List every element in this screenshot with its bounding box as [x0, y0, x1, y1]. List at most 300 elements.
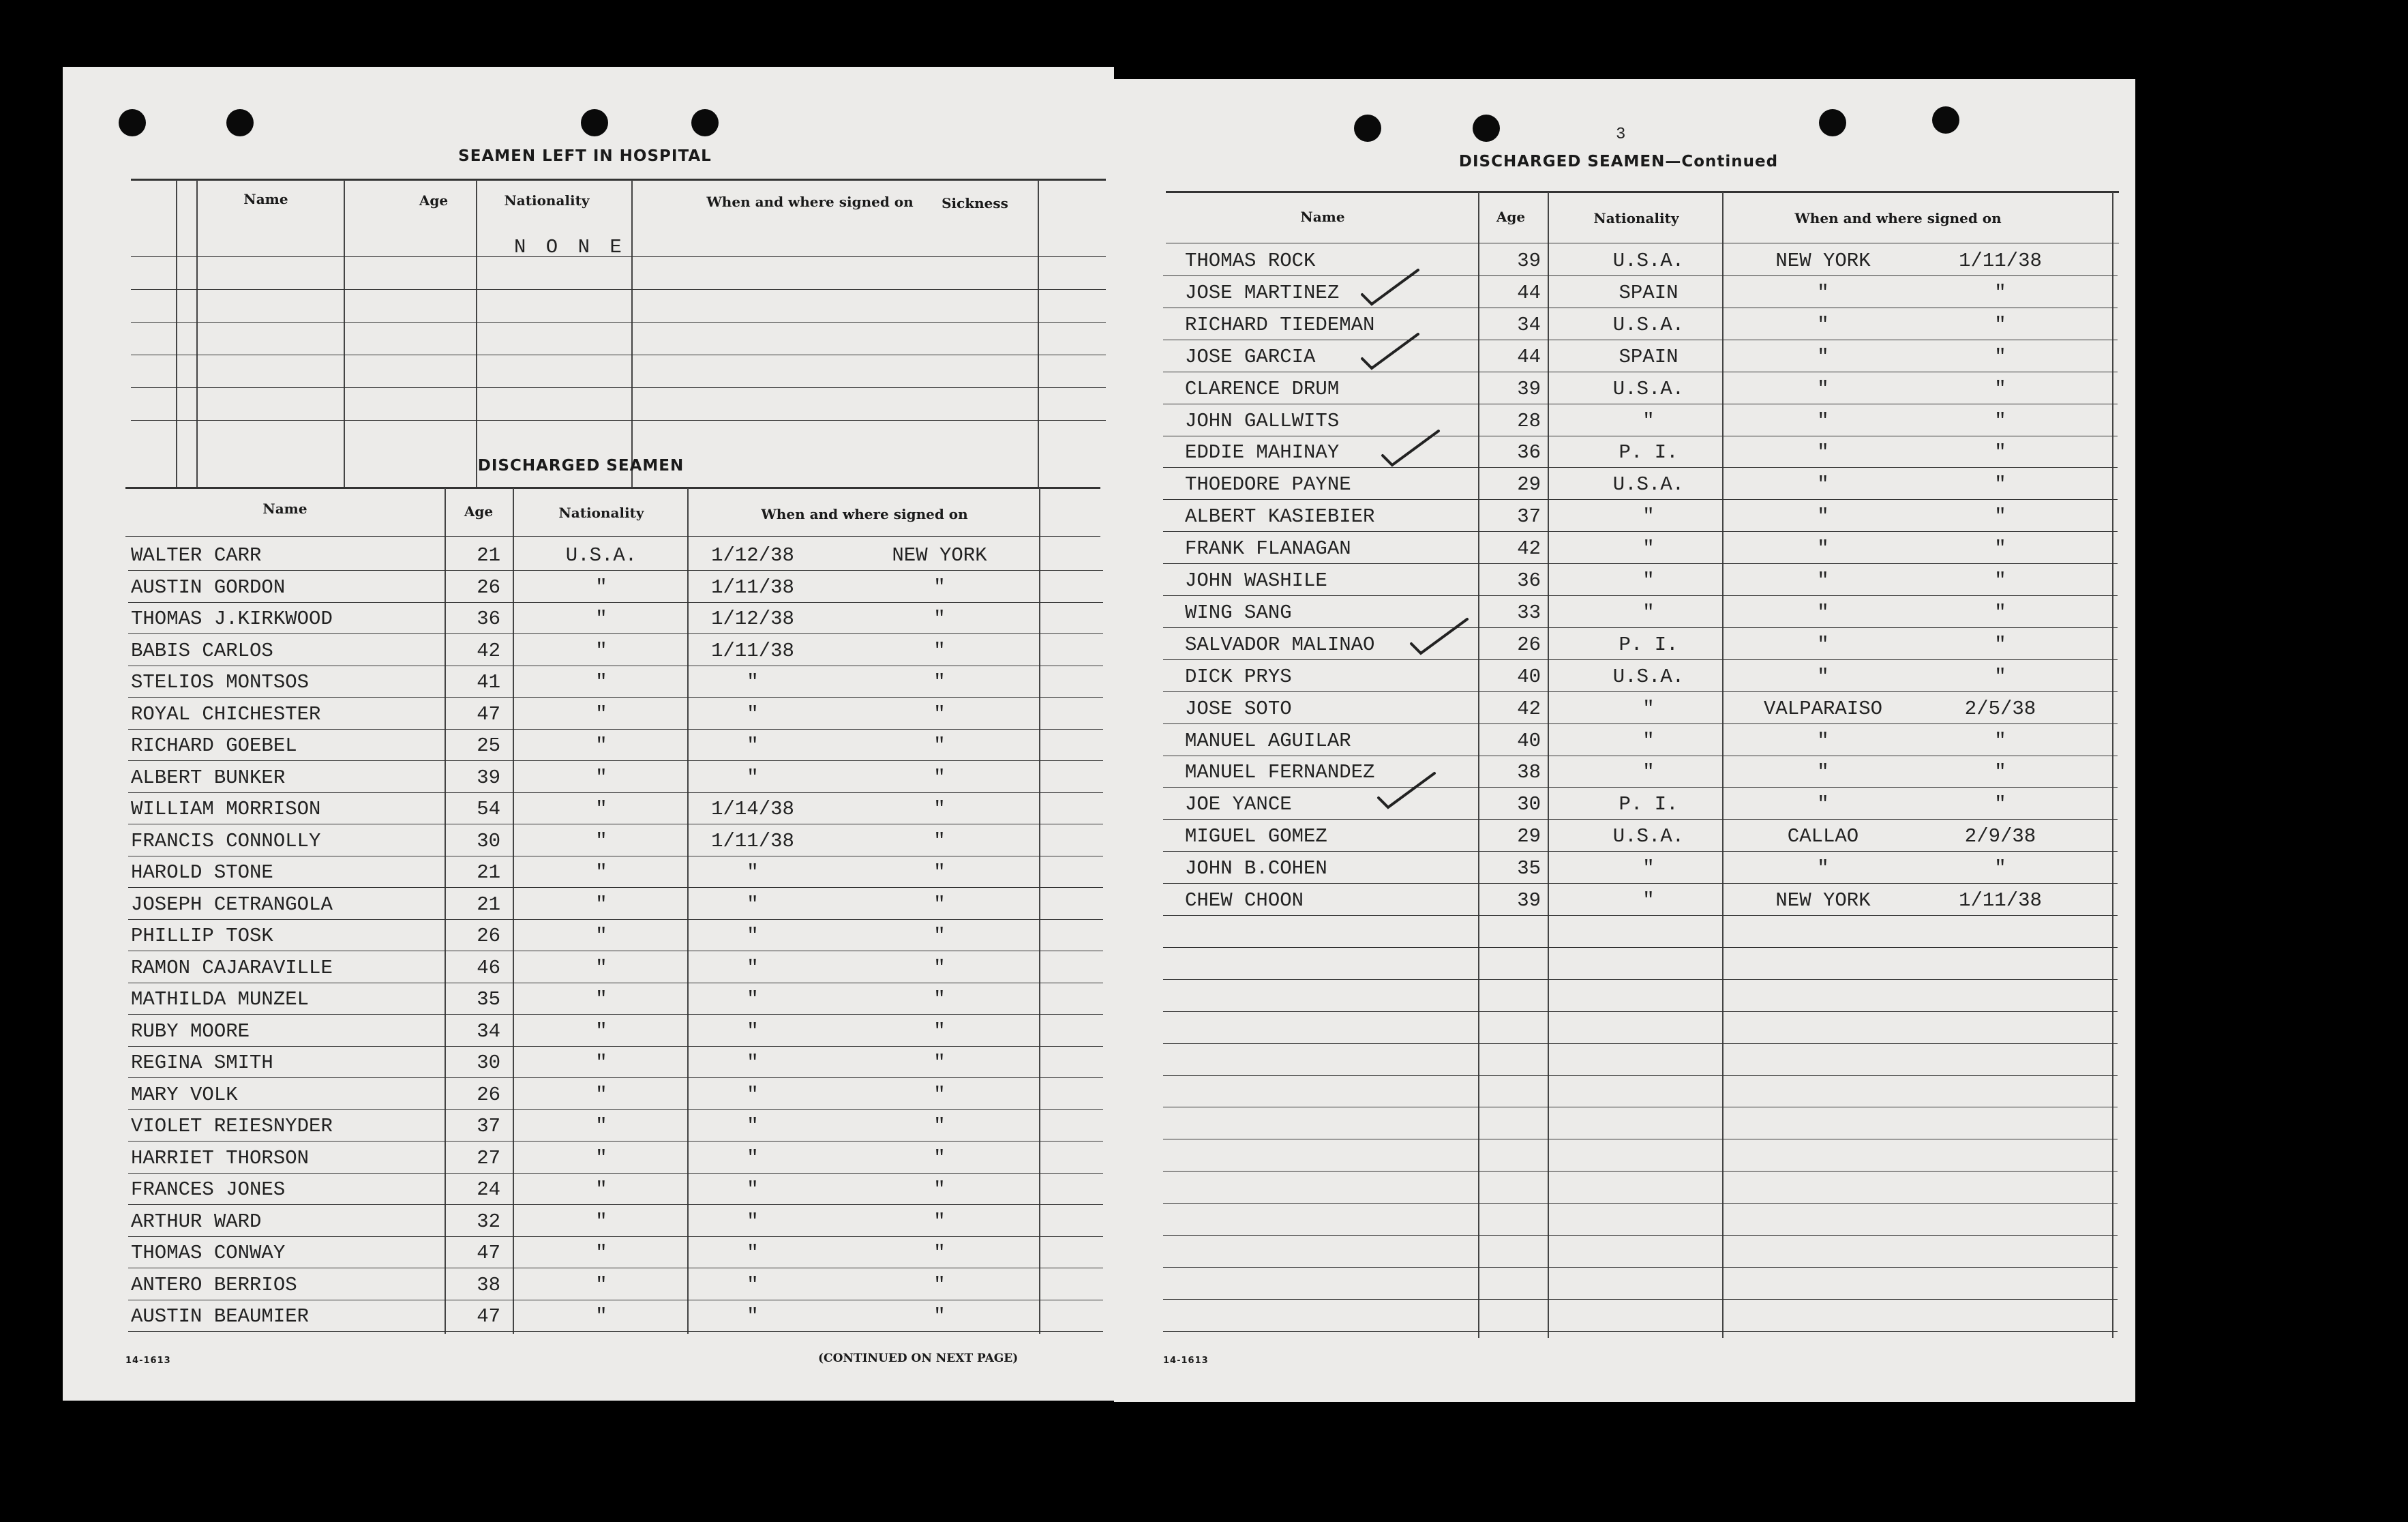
signed-on-place: ": [1817, 441, 1829, 464]
seaman-name: RICHARD GOEBEL: [131, 734, 297, 757]
signed-on-place: ": [933, 1274, 946, 1296]
seaman-nationality: ": [1642, 761, 1655, 784]
seaman-nationality: ": [595, 893, 607, 916]
checkmark-icon: [1359, 267, 1421, 308]
seaman-age: 35: [477, 988, 500, 1011]
row-rule: [1163, 883, 2118, 884]
seaman-nationality: ": [595, 1178, 607, 1201]
signed-on-date: ": [1994, 857, 2006, 880]
column-rule: [687, 488, 689, 1334]
seaman-nationality: ": [595, 957, 607, 979]
seaman-name: BABIS CARLOS: [131, 640, 273, 662]
divider: [1166, 191, 2119, 193]
row-rule: [1163, 1043, 2118, 1044]
seaman-name: RAMON CAJARAVILLE: [131, 957, 333, 979]
seaman-nationality: U.S.A.: [1612, 250, 1685, 272]
hospital-section-title: SEAMEN LEFT IN HOSPITAL: [458, 147, 712, 165]
row-rule: [128, 1109, 1103, 1110]
seaman-nationality: ": [595, 1210, 607, 1233]
row-rule: [128, 919, 1103, 920]
seaman-nationality: ": [595, 608, 607, 630]
seaman-age: 34: [477, 1020, 500, 1043]
signed-on-date: ": [747, 734, 759, 757]
seaman-nationality: ": [1642, 730, 1655, 752]
row-rule: [128, 1204, 1103, 1205]
seaman-nationality: ": [595, 640, 607, 662]
seaman-nationality: ": [1642, 857, 1655, 880]
seaman-age: 21: [477, 861, 500, 884]
seaman-name: WALTER CARR: [131, 544, 262, 567]
seaman-age: 29: [1517, 825, 1541, 848]
signed-on-date: ": [1994, 569, 2006, 592]
seaman-age: 24: [477, 1178, 500, 1201]
signed-on-date: ": [747, 1242, 759, 1264]
seaman-nationality: ": [595, 671, 607, 693]
column-header-nationality: Nationality: [558, 505, 644, 521]
column-header-nationality: Nationality: [1593, 210, 1679, 226]
signed-on-place: ": [1817, 282, 1829, 304]
punch-hole-icon: [581, 109, 608, 136]
seaman-age: 28: [1517, 410, 1541, 432]
seaman-nationality: P. I.: [1619, 441, 1679, 464]
signed-on-date: 1/11/38: [1959, 250, 2042, 272]
signed-on-place: ": [933, 734, 946, 757]
signed-on-place: ": [933, 1210, 946, 1233]
checkmark-icon: [1376, 771, 1437, 811]
seaman-nationality: ": [595, 1147, 607, 1169]
seaman-age: 30: [1517, 793, 1541, 816]
signed-on-place: ": [1817, 761, 1829, 784]
signed-on-date: ": [747, 1274, 759, 1296]
signed-on-date: ": [1994, 761, 2006, 784]
signed-on-date: ": [1994, 346, 2006, 368]
checkmark-icon: [1409, 616, 1470, 657]
signed-on-place: ": [1817, 537, 1829, 560]
row-rule: [128, 697, 1103, 698]
punch-hole-icon: [1473, 115, 1500, 142]
seaman-age: 25: [477, 734, 500, 757]
column-rule: [476, 180, 477, 488]
signed-on-place: VALPARAISO: [1763, 698, 1883, 720]
seaman-nationality: P. I.: [1619, 793, 1679, 816]
signed-on-place: ": [1817, 346, 1829, 368]
row-rule: [1163, 723, 2118, 724]
row-rule: [1163, 659, 2118, 660]
signed-on-place: ": [933, 1020, 946, 1043]
row-rule: [1163, 1011, 2118, 1012]
row-rule: [128, 1331, 1103, 1332]
seaman-nationality: U.S.A.: [1612, 378, 1685, 400]
seaman-name: VIOLET REIESNYDER: [131, 1115, 333, 1137]
signed-on-date: ": [747, 1210, 759, 1233]
seaman-name: PHILLIP TOSK: [131, 925, 273, 947]
column-rule: [176, 180, 177, 488]
signed-on-place: ": [1817, 666, 1829, 688]
column-header-name: Name: [262, 501, 307, 517]
signed-on-date: ": [1994, 473, 2006, 496]
seaman-age: 39: [1517, 250, 1541, 272]
seaman-name: RICHARD TIEDEMAN: [1185, 314, 1375, 336]
row-rule: [131, 387, 1106, 388]
column-rule: [513, 488, 514, 1334]
seaman-nationality: ": [595, 1274, 607, 1296]
signed-on-place: NEW YORK: [892, 544, 987, 567]
column-header-when-where: When and where signed on: [761, 506, 968, 522]
signed-on-place: ": [933, 576, 946, 599]
seaman-name: JOSE MARTINEZ: [1185, 282, 1340, 304]
signed-on-date: ": [747, 925, 759, 947]
divider: [131, 179, 1106, 181]
signed-on-place: ": [1817, 314, 1829, 336]
signed-on-date: 1/12/38: [711, 544, 794, 567]
seaman-age: 33: [1517, 601, 1541, 624]
signed-on-place: ": [933, 1305, 946, 1328]
seaman-nationality: ": [595, 1084, 607, 1106]
row-rule: [1163, 1331, 2118, 1332]
signed-on-date: 1/12/38: [711, 608, 794, 630]
column-rule: [1722, 192, 1724, 1338]
seaman-age: 42: [1517, 698, 1541, 720]
signed-on-place: ": [933, 1115, 946, 1137]
row-rule: [128, 729, 1103, 730]
seaman-age: 21: [477, 544, 500, 567]
row-rule: [125, 536, 1100, 537]
row-rule: [1163, 595, 2118, 596]
signed-on-place: ": [933, 1242, 946, 1264]
seaman-nationality: SPAIN: [1619, 346, 1679, 368]
seaman-age: 26: [477, 1084, 500, 1106]
column-rule: [631, 180, 633, 488]
seaman-name: HARRIET THORSON: [131, 1147, 310, 1169]
checkmark-icon: [1359, 331, 1421, 372]
signed-on-date: ": [1994, 633, 2006, 656]
seaman-age: 34: [1517, 314, 1541, 336]
seaman-nationality: ": [595, 766, 607, 789]
signed-on-place: ": [1817, 473, 1829, 496]
seaman-nationality: ": [595, 1305, 607, 1328]
column-rule: [196, 180, 198, 488]
seaman-age: 26: [1517, 633, 1541, 656]
signed-on-date: ": [747, 703, 759, 726]
signed-on-date: ": [1994, 505, 2006, 528]
signed-on-date: ": [1994, 282, 2006, 304]
signed-on-place: ": [933, 640, 946, 662]
seaman-nationality: ": [595, 1242, 607, 1264]
row-rule: [128, 887, 1103, 888]
seaman-nationality: U.S.A.: [1612, 666, 1685, 688]
signed-on-date: ": [1994, 793, 2006, 816]
page-number: 3: [1616, 125, 1626, 144]
row-rule: [128, 1046, 1103, 1047]
row-rule: [128, 1077, 1103, 1078]
divider: [125, 487, 1100, 489]
row-rule: [1163, 979, 2118, 980]
row-rule: [1163, 467, 2118, 468]
seaman-age: 47: [477, 1242, 500, 1264]
signed-on-date: ": [747, 1147, 759, 1169]
seaman-age: 38: [1517, 761, 1541, 784]
seaman-name: MIGUEL GOMEZ: [1185, 825, 1327, 848]
signed-on-date: 2/9/38: [1964, 825, 2036, 848]
signed-on-date: ": [1994, 730, 2006, 752]
seaman-name: JOHN GALLWITS: [1185, 410, 1340, 432]
section-title: DISCHARGED SEAMEN—Continued: [1458, 153, 1779, 170]
seaman-nationality: ": [595, 830, 607, 852]
seaman-nationality: ": [1642, 889, 1655, 912]
right-page: [1114, 79, 2135, 1402]
seaman-name: FRANCIS CONNOLLY: [131, 830, 321, 852]
row-rule: [1163, 851, 2118, 852]
row-rule: [131, 289, 1106, 290]
row-rule: [1163, 947, 2118, 948]
seaman-name: CHEW CHOON: [1185, 889, 1304, 912]
signed-on-date: ": [1994, 410, 2006, 432]
discharged-section-title: DISCHARGED SEAMEN: [477, 457, 684, 475]
seaman-age: 54: [477, 798, 500, 820]
row-rule: [128, 1173, 1103, 1174]
row-rule: [1163, 1235, 2118, 1236]
seaman-name: RUBY MOORE: [131, 1020, 250, 1043]
signed-on-date: ": [1994, 601, 2006, 624]
seaman-name: MARY VOLK: [131, 1084, 238, 1106]
seaman-nationality: ": [1642, 410, 1655, 432]
form-number: 14-1613: [125, 1356, 171, 1366]
row-rule: [1163, 1203, 2118, 1204]
seaman-nationality: P. I.: [1619, 633, 1679, 656]
signed-on-date: ": [1994, 666, 2006, 688]
seaman-age: 29: [1517, 473, 1541, 496]
seaman-name: ANTERO BERRIOS: [131, 1274, 297, 1296]
row-rule: [128, 1141, 1103, 1142]
signed-on-place: NEW YORK: [1775, 250, 1871, 272]
seaman-name: MANUEL FERNANDEZ: [1185, 761, 1375, 784]
signed-on-date: ": [747, 988, 759, 1011]
row-rule: [1163, 1299, 2118, 1300]
seaman-age: 30: [477, 1051, 500, 1074]
signed-on-date: ": [747, 1305, 759, 1328]
row-rule: [1163, 563, 2118, 564]
signed-on-place: ": [1817, 569, 1829, 592]
seaman-name: ALBERT KASIEBIER: [1185, 505, 1375, 528]
seaman-age: 44: [1517, 282, 1541, 304]
column-rule: [2112, 192, 2113, 1338]
signed-on-place: ": [933, 608, 946, 630]
row-rule: [128, 602, 1103, 603]
signed-on-place: ": [933, 893, 946, 916]
signed-on-date: ": [747, 1178, 759, 1201]
signed-on-date: 1/11/38: [1959, 889, 2042, 912]
signed-on-date: ": [747, 893, 759, 916]
column-header-when-where: When and where signed on: [706, 194, 914, 210]
seaman-age: 47: [477, 703, 500, 726]
row-rule: [131, 322, 1106, 323]
row-rule: [128, 570, 1103, 571]
signed-on-date: 2/5/38: [1964, 698, 2036, 720]
punch-hole-icon: [691, 109, 719, 136]
row-rule: [128, 1014, 1103, 1015]
seaman-name: SALVADOR MALINAO: [1185, 633, 1375, 656]
signed-on-place: NEW YORK: [1775, 889, 1871, 912]
form-number: 14-1613: [1163, 1356, 1209, 1366]
signed-on-place: ": [933, 1147, 946, 1169]
signed-on-place: ": [933, 830, 946, 852]
seaman-name: AUSTIN BEAUMIER: [131, 1305, 310, 1328]
seaman-name: CLARENCE DRUM: [1185, 378, 1340, 400]
signed-on-place: ": [933, 925, 946, 947]
seaman-name: JOSE SOTO: [1185, 698, 1292, 720]
signed-on-date: 1/11/38: [711, 576, 794, 599]
column-header-nationality: Nationality: [504, 192, 590, 209]
column-header-when-where: When and where signed on: [1794, 210, 2002, 226]
row-rule: [1163, 787, 2118, 788]
seaman-nationality: ": [1642, 601, 1655, 624]
seaman-name: JOE YANCE: [1185, 793, 1292, 816]
signed-on-place: ": [1817, 410, 1829, 432]
row-rule: [1163, 915, 2118, 916]
signed-on-date: ": [747, 1084, 759, 1106]
seaman-nationality: ": [1642, 537, 1655, 560]
signed-on-place: ": [1817, 730, 1829, 752]
seaman-age: 42: [1517, 537, 1541, 560]
signed-on-place: ": [933, 861, 946, 884]
signed-on-place: ": [933, 957, 946, 979]
row-rule: [128, 633, 1103, 634]
signed-on-place: ": [933, 798, 946, 820]
signed-on-date: ": [747, 1115, 759, 1137]
seaman-age: 26: [477, 925, 500, 947]
row-rule: [1163, 531, 2118, 532]
punch-hole-icon: [1354, 115, 1381, 142]
column-header-sickness: Sickness: [942, 195, 1008, 211]
seaman-name: FRANK FLANAGAN: [1185, 537, 1351, 560]
signed-on-date: ": [747, 1020, 759, 1043]
seaman-name: MATHILDA MUNZEL: [131, 988, 310, 1011]
signed-on-place: ": [1817, 857, 1829, 880]
seaman-nationality: U.S.A.: [1612, 314, 1685, 336]
seaman-nationality: ": [595, 703, 607, 726]
checkmark-icon: [1380, 428, 1441, 469]
seaman-nationality: ": [595, 988, 607, 1011]
row-rule: [131, 420, 1106, 421]
row-rule: [1163, 627, 2118, 628]
seaman-age: 36: [1517, 441, 1541, 464]
seaman-nationality: ": [595, 1020, 607, 1043]
signed-on-date: 1/14/38: [711, 798, 794, 820]
seaman-name: WING SANG: [1185, 601, 1292, 624]
seaman-age: 40: [1517, 666, 1541, 688]
row-rule: [1163, 1075, 2118, 1076]
column-header-name: Name: [1300, 209, 1345, 225]
signed-on-place: ": [933, 1178, 946, 1201]
row-rule: [128, 760, 1103, 761]
seaman-age: 36: [477, 608, 500, 630]
signed-on-place: ": [1817, 633, 1829, 656]
column-header-age: Age: [1496, 209, 1526, 225]
signed-on-date: ": [1994, 314, 2006, 336]
seaman-name: JOHN WASHILE: [1185, 569, 1327, 592]
seaman-age: 38: [477, 1274, 500, 1296]
column-header-age: Age: [419, 192, 449, 209]
seaman-nationality: ": [595, 798, 607, 820]
seaman-age: 37: [477, 1115, 500, 1137]
punch-hole-icon: [119, 109, 146, 136]
seaman-nationality: ": [595, 1051, 607, 1074]
signed-on-place: ": [933, 671, 946, 693]
seaman-age: 35: [1517, 857, 1541, 880]
seaman-nationality: ": [595, 1115, 607, 1137]
seaman-age: 36: [1517, 569, 1541, 592]
seaman-age: 40: [1517, 730, 1541, 752]
seaman-age: 21: [477, 893, 500, 916]
row-rule: [1163, 819, 2118, 820]
row-rule: [1163, 1171, 2118, 1172]
signed-on-place: ": [933, 703, 946, 726]
signed-on-date: ": [747, 671, 759, 693]
seaman-name: THOEDORE PAYNE: [1185, 473, 1351, 496]
seaman-age: 41: [477, 671, 500, 693]
seaman-nationality: SPAIN: [1619, 282, 1679, 304]
column-header-age: Age: [464, 503, 494, 520]
row-rule: [1163, 1267, 2118, 1268]
seaman-name: THOMAS ROCK: [1185, 250, 1316, 272]
signed-on-date: ": [747, 957, 759, 979]
seaman-name: STELIOS MONTSOS: [131, 671, 310, 693]
seaman-age: 46: [477, 957, 500, 979]
row-rule: [1163, 275, 2118, 276]
punch-hole-icon: [1932, 106, 1959, 134]
seaman-age: 47: [477, 1305, 500, 1328]
signed-on-date: ": [747, 766, 759, 789]
signed-on-date: 1/11/38: [711, 830, 794, 852]
row-rule: [1163, 499, 2118, 500]
signed-on-date: ": [1994, 441, 2006, 464]
seaman-age: 27: [477, 1147, 500, 1169]
signed-on-place: ": [933, 766, 946, 789]
signed-on-date: ": [1994, 378, 2006, 400]
signed-on-place: ": [1817, 601, 1829, 624]
signed-on-place: ": [1817, 793, 1829, 816]
seaman-name: JOSE GARCIA: [1185, 346, 1316, 368]
seaman-name: ALBERT BUNKER: [131, 766, 286, 789]
signed-on-date: ": [1994, 537, 2006, 560]
seaman-nationality: ": [595, 576, 607, 599]
column-rule: [344, 180, 345, 488]
column-rule: [1038, 180, 1039, 488]
seaman-nationality: U.S.A.: [565, 544, 637, 567]
signed-on-place: ": [1817, 505, 1829, 528]
seaman-age: 44: [1517, 346, 1541, 368]
seaman-age: 32: [477, 1210, 500, 1233]
seaman-name: MANUEL AGUILAR: [1185, 730, 1351, 752]
seaman-age: 26: [477, 576, 500, 599]
signed-on-date: ": [747, 1051, 759, 1074]
signed-on-place: CALLAO: [1787, 825, 1859, 848]
signed-on-date: 1/11/38: [711, 640, 794, 662]
seaman-name: EDDIE MAHINAY: [1185, 441, 1340, 464]
seaman-nationality: U.S.A.: [1612, 825, 1685, 848]
punch-hole-icon: [1819, 109, 1846, 136]
hospital-entry: N O N E: [514, 236, 626, 258]
left-page: [63, 67, 1114, 1401]
seaman-name: JOHN B.COHEN: [1185, 857, 1327, 880]
seaman-nationality: ": [1642, 569, 1655, 592]
seaman-age: 39: [477, 766, 500, 789]
seaman-name: WILLIAM MORRISON: [131, 798, 321, 820]
signed-on-place: ": [933, 988, 946, 1011]
seaman-age: 39: [1517, 889, 1541, 912]
seaman-name: REGINA SMITH: [131, 1051, 273, 1074]
row-rule: [128, 1236, 1103, 1237]
